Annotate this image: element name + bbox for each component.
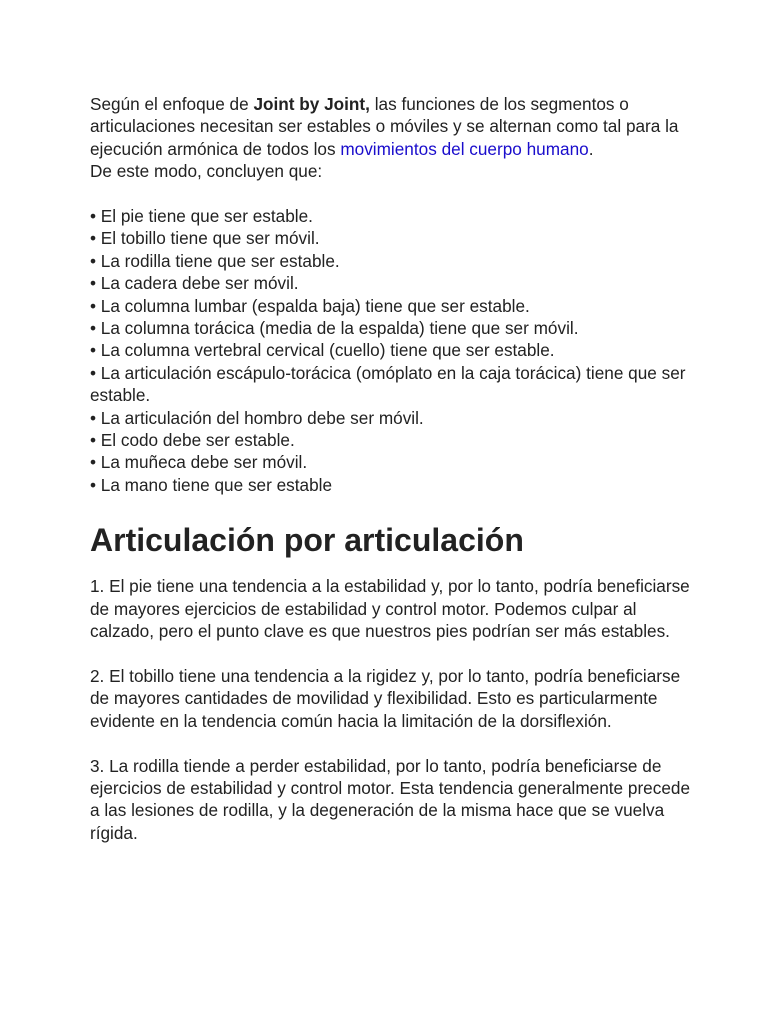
- bullet-item: • La columna torácica (media de la espalda) tiene que ser móvil.: [90, 318, 579, 339]
- section-heading: Articulación por articulación: [90, 522, 524, 559]
- intro-text-start: Según el enfoque de: [90, 94, 254, 114]
- intro-conclusion: De este modo, concluyen que:: [90, 161, 323, 182]
- bullet-item: • La rodilla tiene que ser estable.: [90, 250, 340, 271]
- bullet-item: • La cadera debe ser móvil.: [90, 273, 299, 294]
- bullet-item: • La mano tiene que ser estable: [90, 474, 333, 495]
- bullet-item: • La columna lumbar (espalda baja) tiene que ser estable.: [90, 295, 530, 316]
- intro-block: [90, 93, 690, 183]
- joint-paragraph: 1. El pie tiene una tendencia a la estabilidad y, por lo tanto, podría beneficiarse de mayores ejercicios de estabilidad y control motor. Podemos culpar al calzado, pero el punto clave es que nuestros pies podrían ser más estables.: [90, 576, 690, 642]
- document-page: [90, 93, 690, 867]
- bullet-item: • El codo debe ser estable.: [90, 430, 295, 451]
- intro-text-middle: las funciones de los segmentos o articulaciones necesitan ser estables o móviles y se alternan como tal para la ejecución armónica de todos los: [90, 94, 679, 159]
- body-movements-link[interactable]: movimientos del cuerpo humano: [340, 138, 589, 159]
- bullet-item: • El tobillo tiene que ser móvil.: [90, 228, 320, 249]
- bullet-item: • El pie tiene que ser estable.: [90, 206, 313, 227]
- bullet-item: • La articulación escápulo-torácica (omóplato en la caja torácica) tiene que ser estable.: [90, 362, 686, 406]
- intro-bold-term: Joint by Joint,: [253, 94, 370, 114]
- joint-items: [90, 575, 690, 844]
- bullet-item: • La columna vertebral cervical (cuello) tiene que ser estable.: [90, 340, 555, 361]
- joint-paragraph: 3. La rodilla tiende a perder estabilidad, por lo tanto, podría beneficiarse de ejercicios de estabilidad y control motor. Esta tendencia generalmente precede a las lesiones de rodilla, y la degeneración de la misma hace que se vuelva rígida.: [90, 755, 691, 843]
- joint-paragraph: 2. El tobillo tiene una tendencia a la rigidez y, por lo tanto, podría beneficiarse de mayores cantidades de movilidad y flexibilidad. Esto es particularmente evidente en la tendencia común hacia la limitación de la dorsiflexión.: [90, 665, 681, 731]
- bullet-item: • La muñeca debe ser móvil.: [90, 452, 308, 473]
- intro-text-end: .: [588, 138, 594, 159]
- bullet-list: [90, 205, 690, 496]
- intro-paragraph: [90, 93, 690, 160]
- bullet-item: • La articulación del hombro debe ser móvil.: [90, 407, 424, 428]
